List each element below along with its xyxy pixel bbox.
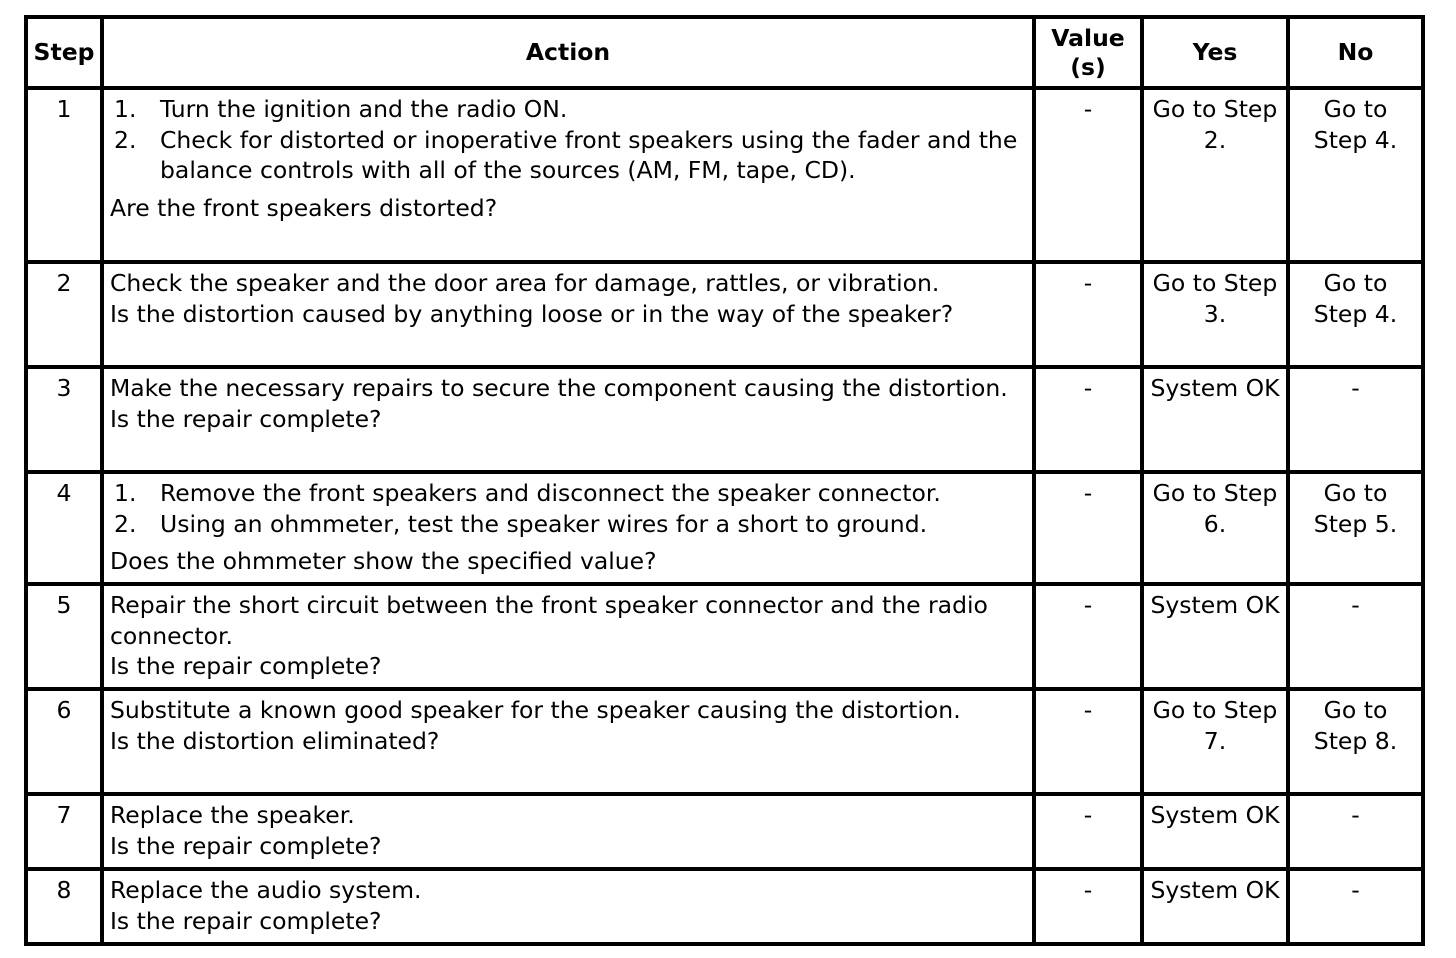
list-item: 2. Using an ohmmeter, test the speaker wires for a short to ground. — [114, 509, 928, 538]
no-cell: Go to Step 4. — [1288, 88, 1423, 262]
action-cell — [102, 584, 1034, 689]
no-cell: - — [1288, 367, 1423, 472]
value-cell: - — [1034, 794, 1142, 869]
step-number: 8 — [26, 869, 102, 944]
yes-cell: Go to Step 7. — [1142, 689, 1288, 794]
question-text: Are the front speakers distorted? — [110, 193, 498, 222]
action-text: Replace the speaker. — [110, 801, 355, 829]
no-cell: Go to Step 5. — [1288, 472, 1423, 584]
yes-cell: System OK — [1142, 869, 1288, 944]
action-cell — [102, 88, 1034, 262]
value-cell: - — [1034, 472, 1142, 584]
step-number: 6 — [26, 689, 102, 794]
list-item: 1. Turn the ignition and the radio ON. — [114, 95, 568, 123]
table-row — [26, 472, 1423, 584]
yes-cell: System OK — [1142, 584, 1288, 689]
question-text: Is the repair complete? — [110, 906, 382, 935]
action-text: Replace the audio system. — [110, 876, 422, 904]
no-cell: Go to Step 8. — [1288, 689, 1423, 794]
table-row — [26, 262, 1423, 367]
action-list — [110, 478, 1026, 539]
action-cell — [102, 367, 1034, 472]
question-text: Is the distortion caused by anything loose or in the way of the speaker? — [110, 299, 954, 328]
step-number: 3 — [26, 367, 102, 472]
yes-cell: System OK — [1142, 794, 1288, 869]
table-row — [26, 689, 1423, 794]
value-cell: - — [1034, 869, 1142, 944]
question-text: Is the repair complete? — [110, 652, 382, 680]
list-item: 1. Remove the front speakers and disconnect the speaker connector. — [114, 479, 941, 507]
value-cell: - — [1034, 689, 1142, 794]
yes-cell: Go to Step 2. — [1142, 88, 1288, 262]
yes-cell: Go to Step 6. — [1142, 472, 1288, 584]
header-value: Value (s) — [1034, 17, 1142, 88]
value-cell: - — [1034, 584, 1142, 689]
step-number: 4 — [26, 472, 102, 584]
no-cell: - — [1288, 584, 1423, 689]
header-row — [26, 17, 1423, 88]
question-text: Is the distortion eliminated? — [110, 726, 440, 755]
table-row — [26, 794, 1423, 869]
no-cell: - — [1288, 794, 1423, 869]
action-cell — [102, 689, 1034, 794]
step-number: 7 — [26, 794, 102, 869]
table-row — [26, 869, 1423, 944]
step-number: 5 — [26, 584, 102, 689]
action-text: Make the necessary repairs to secure the component causing the distortion. — [110, 374, 1008, 402]
action-cell — [102, 472, 1034, 584]
table-row — [26, 88, 1423, 262]
action-cell — [102, 794, 1034, 869]
step-number: 1 — [26, 88, 102, 262]
yes-cell: System OK — [1142, 367, 1288, 472]
action-text: Repair the short circuit between the front speaker connector and the radio connector. — [110, 591, 988, 650]
header-step: Step — [26, 17, 102, 88]
list-item: 2. Check for distorted or inoperative front speakers using the fader and the balance controls with all of the sources (AM, FM, tape, CD). — [114, 125, 1018, 184]
action-list — [110, 94, 1026, 186]
value-cell: - — [1034, 262, 1142, 367]
question-text: Is the repair complete? — [110, 404, 382, 433]
diagnostic-table — [24, 15, 1425, 946]
action-text: Check the speaker and the door area for damage, rattles, or vibration. — [110, 269, 940, 297]
header-action: Action — [102, 17, 1034, 88]
no-cell: - — [1288, 869, 1423, 944]
table-row — [26, 367, 1423, 472]
action-cell — [102, 869, 1034, 944]
step-number: 2 — [26, 262, 102, 367]
question-text: Is the repair complete? — [110, 831, 382, 860]
action-text: Substitute a known good speaker for the speaker causing the distortion. — [110, 696, 961, 724]
yes-cell: Go to Step 3. — [1142, 262, 1288, 367]
value-cell: - — [1034, 88, 1142, 262]
header-yes: Yes — [1142, 17, 1288, 88]
no-cell: Go to Step 4. — [1288, 262, 1423, 367]
header-no: No — [1288, 17, 1423, 88]
table-row — [26, 584, 1423, 689]
question-text: Does the ohmmeter show the specified value? — [110, 547, 657, 575]
value-cell: - — [1034, 367, 1142, 472]
action-cell — [102, 262, 1034, 367]
